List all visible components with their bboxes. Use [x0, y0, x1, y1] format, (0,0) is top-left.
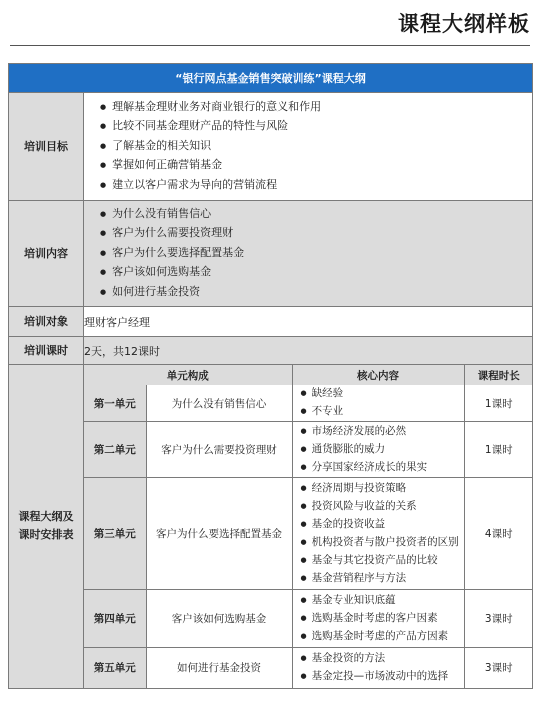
header-unit: 单元构成 — [84, 365, 292, 385]
unit-point: ● 选购基金时考虑的产品方因素 — [301, 628, 464, 646]
unit-point: ● 投资风险与收益的关系 — [301, 498, 464, 516]
unit-row — [84, 422, 533, 478]
unit-title: 为什么没有销售信心 — [146, 385, 292, 422]
goals-list — [84, 98, 532, 196]
unit-duration: 1课时 — [464, 422, 533, 478]
unit-point: ● 选购基金时考虑的客户因素 — [301, 610, 464, 628]
unit-point: ● 基金定投—市场波动中的选择 — [301, 668, 464, 686]
unit-row — [84, 478, 533, 590]
unit-row — [84, 385, 533, 422]
title-divider — [10, 45, 530, 46]
unit-number: 第一单元 — [84, 385, 146, 422]
unit-number: 第四单元 — [84, 590, 146, 648]
goal-item: ● 了解基金的相关知识 — [100, 137, 532, 157]
unit-core-content — [292, 478, 464, 590]
schedule-label-line2: 课时安排表 — [18, 528, 74, 542]
course-title-banner: “银行网点基金销售突破训练”课程大纲 — [9, 64, 533, 93]
content-item: ● 如何进行基金投资 — [100, 283, 532, 303]
unit-core-content — [292, 385, 464, 422]
unit-number: 第三单元 — [84, 478, 146, 590]
content-item: ● 为什么没有销售信心 — [100, 205, 532, 225]
unit-row — [84, 590, 533, 648]
unit-point: ● 分享国家经济成长的果实 — [301, 459, 464, 477]
goals-content — [84, 93, 533, 201]
header-core: 核心内容 — [292, 365, 464, 385]
unit-duration: 4课时 — [464, 478, 533, 590]
hours-value: 2天，共12课时 — [84, 337, 533, 365]
unit-point: ● 基金投资的方法 — [301, 650, 464, 668]
hours-label: 培训课时 — [9, 337, 84, 365]
unit-points-list — [293, 650, 464, 686]
unit-point: ● 通货膨胀的威力 — [301, 441, 464, 459]
goal-item: ● 建立以客户需求为导向的营销流程 — [100, 176, 532, 196]
unit-title: 客户为什么要选择配置基金 — [146, 478, 292, 590]
schedule-table — [84, 365, 533, 688]
unit-duration: 1课时 — [464, 385, 533, 422]
schedule-cell — [84, 365, 533, 689]
goal-item: ● 理解基金理财业务对商业银行的意义和作用 — [100, 98, 532, 118]
unit-duration: 3课时 — [464, 590, 533, 648]
schedule-body — [84, 385, 533, 688]
course-outline-table — [8, 63, 533, 689]
unit-point: ● 不专业 — [301, 403, 464, 421]
goal-item: ● 比较不同基金理财产品的特性与风险 — [100, 117, 532, 137]
goals-label: 培训目标 — [9, 93, 84, 201]
unit-points-list — [293, 592, 464, 646]
unit-point: ● 基金营销程序与方法 — [301, 570, 464, 588]
page-title: 课程大纲样板 — [398, 12, 530, 36]
content-content — [84, 201, 533, 307]
schedule-label-line1: 课程大纲及 — [18, 510, 74, 524]
unit-point: ● 市场经济发展的必然 — [301, 423, 464, 441]
audience-value: 理财客户经理 — [84, 307, 533, 337]
content-item: ● 客户为什么需要投资理财 — [100, 224, 532, 244]
unit-point: ● 基金专业知识底蕴 — [301, 592, 464, 610]
unit-points-list — [293, 423, 464, 477]
audience-label: 培训对象 — [9, 307, 84, 337]
unit-point: ● 缺经验 — [301, 385, 464, 403]
unit-duration: 3课时 — [464, 648, 533, 688]
header-duration: 课程时长 — [464, 365, 533, 385]
content-label: 培训内容 — [9, 201, 84, 307]
unit-title: 客户该如何选购基金 — [146, 590, 292, 648]
unit-point: ● 基金与其它投资产品的比较 — [301, 552, 464, 570]
unit-core-content — [292, 422, 464, 478]
unit-points-list — [293, 385, 464, 421]
unit-number: 第二单元 — [84, 422, 146, 478]
unit-title: 如何进行基金投资 — [146, 648, 292, 688]
unit-point: ● 基金的投资收益 — [301, 516, 464, 534]
content-item: ● 客户该如何选购基金 — [100, 263, 532, 283]
unit-row — [84, 648, 533, 688]
unit-title: 客户为什么需要投资理财 — [146, 422, 292, 478]
content-item: ● 客户为什么要选择配置基金 — [100, 244, 532, 264]
unit-core-content — [292, 648, 464, 688]
goal-item: ● 掌握如何正确营销基金 — [100, 156, 532, 176]
unit-point: ● 经济周期与投资策略 — [301, 480, 464, 498]
unit-core-content — [292, 590, 464, 648]
unit-number: 第五单元 — [84, 648, 146, 688]
content-list — [84, 205, 532, 303]
unit-points-list — [293, 480, 464, 588]
schedule-label — [9, 365, 84, 689]
unit-point: ● 机构投资者与散户投资者的区别 — [301, 534, 464, 552]
